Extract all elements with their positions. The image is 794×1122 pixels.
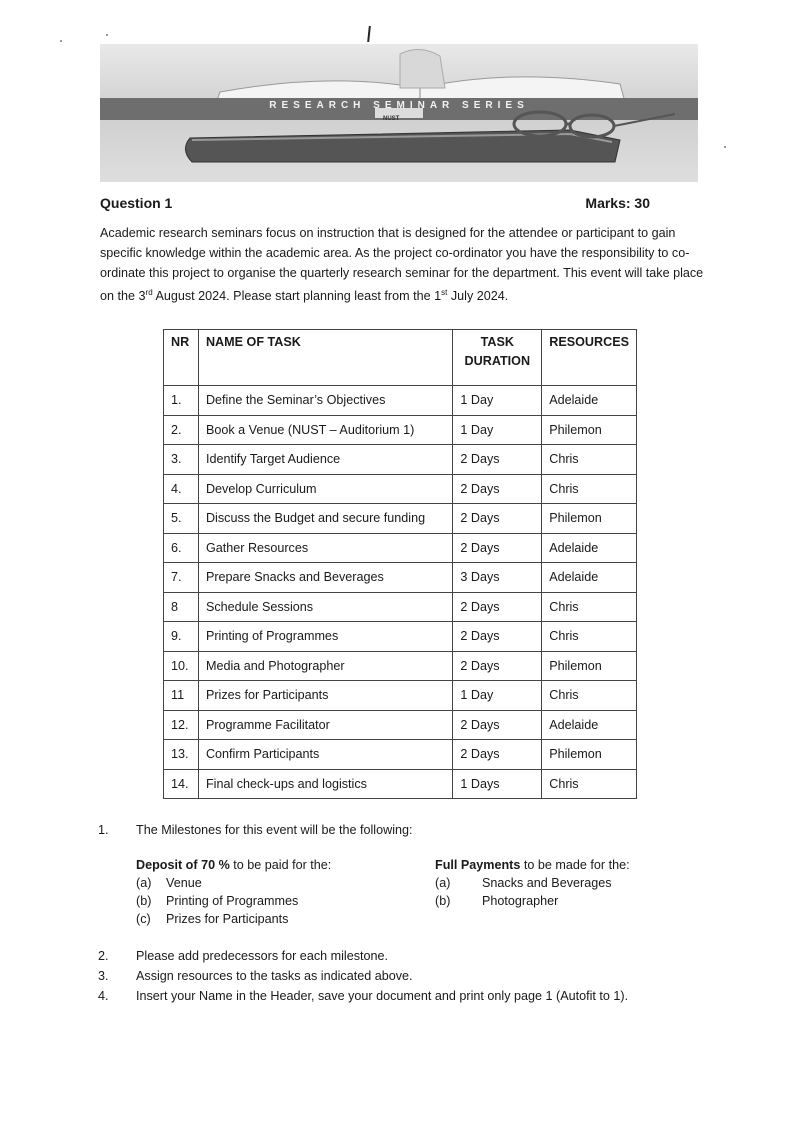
deposit-heading [136, 856, 416, 874]
cell-nr: 1. [164, 386, 199, 416]
cell-nr: 6. [164, 533, 199, 563]
cell-duration: 2 Days [453, 592, 542, 622]
cell-duration: 2 Days [453, 445, 542, 475]
table-row [164, 681, 637, 711]
intro-paragraph [100, 223, 710, 306]
cell-resource: Chris [542, 445, 637, 475]
table-row [164, 386, 637, 416]
deposit-heading-bold: Deposit of 70 % [136, 858, 230, 872]
deposit-item-text: Prizes for Participants [166, 912, 289, 926]
table-row [164, 740, 637, 770]
cell-task-name: Discuss the Budget and secure funding [198, 504, 452, 534]
question-title: Question 1 [100, 195, 173, 211]
table-header-row [164, 330, 637, 386]
banner-logo: NUST [383, 116, 400, 122]
table-row [164, 592, 637, 622]
cell-nr: 7. [164, 563, 199, 593]
cell-resource: Chris [542, 474, 637, 504]
cell-resource: Philemon [542, 415, 637, 445]
header-nr: NR [164, 330, 199, 386]
cell-task-name: Book a Venue (NUST – Auditorium 1) [198, 415, 452, 445]
full-payment-heading [435, 856, 695, 874]
cell-task-name: Prizes for Participants [198, 681, 452, 711]
cell-task-name: Final check-ups and logistics [198, 769, 452, 799]
instruction-number: 4. [98, 989, 109, 1003]
table-row [164, 622, 637, 652]
cell-task-name: Programme Facilitator [198, 710, 452, 740]
instruction-number: 1. [98, 823, 109, 837]
cell-duration: 2 Days [453, 651, 542, 681]
full-payment-column [435, 856, 695, 910]
intro-sup-st: st [441, 288, 448, 297]
cell-resource: Philemon [542, 651, 637, 681]
deposit-item-label: (b) [136, 894, 152, 908]
cell-duration: 2 Days [453, 533, 542, 563]
instruction-text: The Milestones for this event will be the following: [136, 823, 413, 837]
cell-duration: 2 Days [453, 504, 542, 534]
instruction-number: 3. [98, 969, 109, 983]
cell-task-name: Prepare Snacks and Beverages [198, 563, 452, 593]
cell-duration: 1 Day [453, 386, 542, 416]
cell-duration: 2 Days [453, 740, 542, 770]
cell-resource: Adelaide [542, 386, 637, 416]
cell-task-name: Define the Seminar’s Objectives [198, 386, 452, 416]
table-row [164, 769, 637, 799]
cell-task-name: Confirm Participants [198, 740, 452, 770]
full-payment-heading-bold: Full Payments [435, 858, 521, 872]
deposit-item-label: (c) [136, 912, 151, 926]
instruction-text: Insert your Name in the Header, save your document and print only page 1 (Autofit to 1). [136, 989, 629, 1003]
cell-nr: 12. [164, 710, 199, 740]
cell-resource: Adelaide [542, 710, 637, 740]
scan-mark [367, 26, 371, 42]
cell-resource: Chris [542, 622, 637, 652]
deposit-item-label: (a) [136, 876, 152, 890]
seminar-banner-image [100, 44, 698, 182]
cell-task-name: Gather Resources [198, 533, 452, 563]
cell-resource: Philemon [542, 504, 637, 534]
cell-duration: 1 Days [453, 769, 542, 799]
instruction-number: 2. [98, 949, 109, 963]
cell-duration: 3 Days [453, 563, 542, 593]
cell-nr: 9. [164, 622, 199, 652]
cell-nr: 8 [164, 592, 199, 622]
full-payment-item-text: Snacks and Beverages [482, 876, 612, 890]
question-heading [100, 195, 650, 211]
full-payment-item [435, 892, 695, 910]
header-resources: RESOURCES [542, 330, 637, 386]
instruction-text: Assign resources to the tasks as indicated above. [136, 969, 413, 983]
full-payment-item [435, 874, 695, 892]
deposit-item-text: Venue [166, 876, 202, 890]
cell-task-name: Media and Photographer [198, 651, 452, 681]
header-duration-line2: DURATION [464, 354, 531, 368]
scan-speck [106, 34, 108, 36]
table-row [164, 533, 637, 563]
cell-nr: 11 [164, 681, 199, 711]
deposit-item [136, 874, 416, 892]
cell-duration: 1 Day [453, 681, 542, 711]
scan-speck [60, 40, 62, 42]
cell-resource: Philemon [542, 740, 637, 770]
cell-task-name: Printing of Programmes [198, 622, 452, 652]
deposit-heading-rest: to be paid for the: [229, 858, 332, 872]
cell-resource: Chris [542, 681, 637, 711]
cell-resource: Adelaide [542, 533, 637, 563]
table-row [164, 415, 637, 445]
table-row [164, 474, 637, 504]
deposit-column [136, 856, 416, 928]
deposit-item-text: Printing of Programmes [166, 894, 299, 908]
instruction-text: Please add predecessors for each milestone. [136, 949, 389, 963]
cell-task-name: Identify Target Audience [198, 445, 452, 475]
cell-nr: 2. [164, 415, 199, 445]
cell-resource: Chris [542, 592, 637, 622]
full-payment-heading-rest: to be made for the: [520, 858, 630, 872]
cell-duration: 2 Days [453, 622, 542, 652]
question-marks: Marks: 30 [585, 195, 650, 211]
header-task-name: NAME OF TASK [198, 330, 452, 386]
cell-resource: Adelaide [542, 563, 637, 593]
full-payment-item-label: (b) [435, 894, 451, 908]
deposit-item [136, 892, 416, 910]
table-row [164, 563, 637, 593]
full-payment-item-text: Photographer [482, 894, 559, 908]
cell-nr: 10. [164, 651, 199, 681]
cell-task-name: Schedule Sessions [198, 592, 452, 622]
cell-duration: 2 Days [453, 710, 542, 740]
intro-text-part1: Academic research seminars focus on instruction that is designed for the attendee or participant to gain specific knowledge within the academic area. As the project co-ordinator you have the responsibility to co-ordinate this project to organise the quarterly research seminar for the department. This event will take place on the 3 [100, 226, 704, 304]
intro-text-part2: August 2024. Please start planning least from the 1 [152, 289, 442, 304]
book-illustration [100, 44, 698, 182]
cell-nr: 5. [164, 504, 199, 534]
table-row [164, 710, 637, 740]
intro-sup-rd: rd [145, 288, 153, 297]
table-row [164, 504, 637, 534]
header-duration-line1: TASK [480, 335, 514, 349]
cell-nr: 14. [164, 769, 199, 799]
deposit-item [136, 910, 416, 928]
cell-duration: 2 Days [453, 474, 542, 504]
banner-title: RESEARCH SEMINAR SERIES [269, 100, 529, 111]
scan-speck [724, 146, 726, 148]
cell-task-name: Develop Curriculum [198, 474, 452, 504]
cell-duration: 1 Day [453, 415, 542, 445]
intro-text-part3: July 2024. [447, 289, 509, 304]
cell-nr: 3. [164, 445, 199, 475]
table-row [164, 651, 637, 681]
header-task-duration [453, 330, 542, 386]
cell-nr: 13. [164, 740, 199, 770]
table-row [164, 445, 637, 475]
task-table [163, 329, 637, 799]
cell-resource: Chris [542, 769, 637, 799]
full-payment-item-label: (a) [435, 876, 451, 890]
cell-nr: 4. [164, 474, 199, 504]
